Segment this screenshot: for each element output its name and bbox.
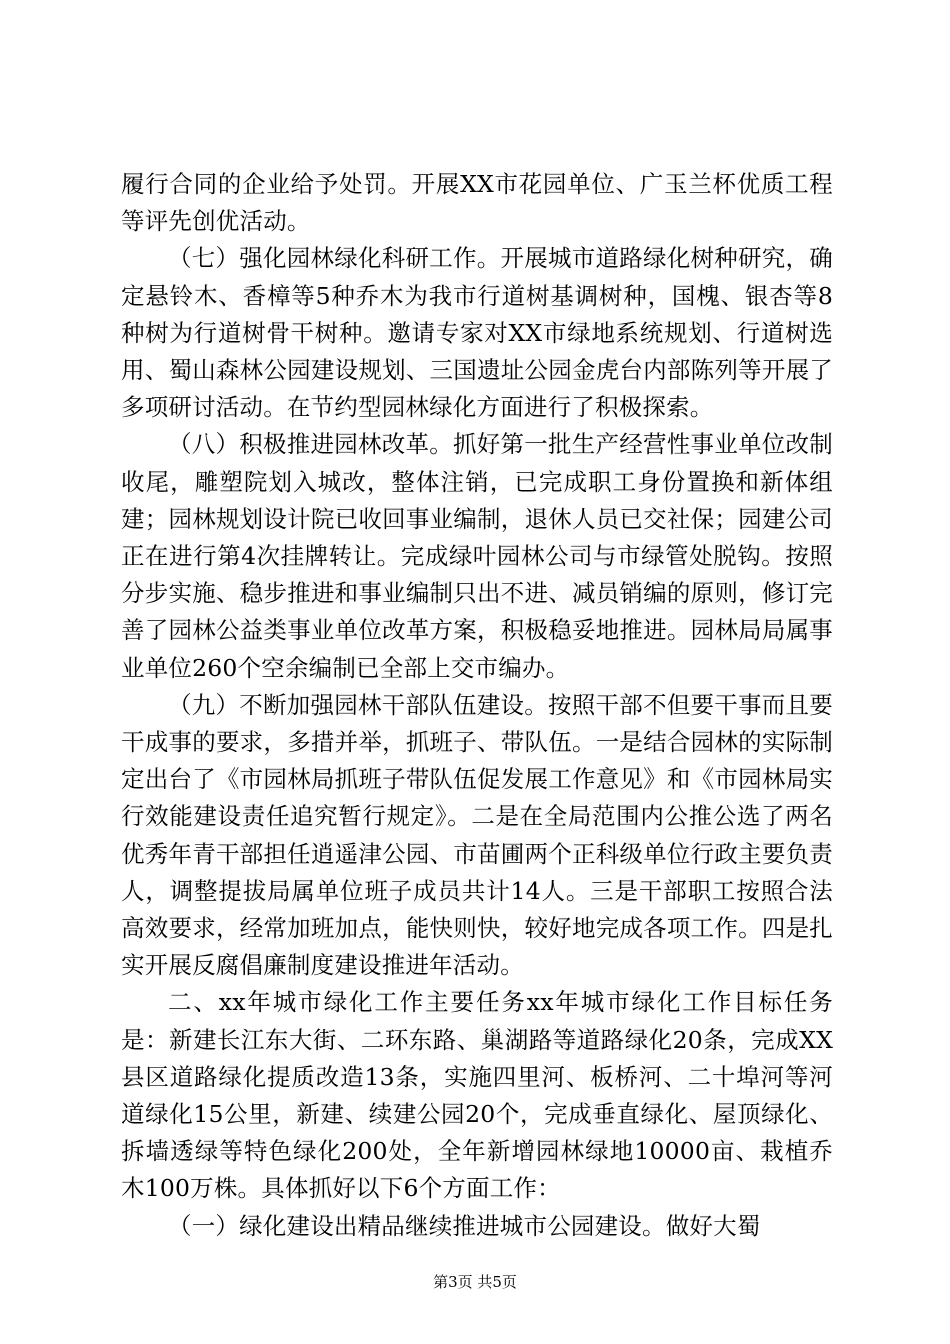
paragraph-section-eight: （八）积极推进园林改革。抓好第一批生产经营性事业单位改制收尾，雕塑院划入城改，整体注销，已完成职工身份置换和新体组建；园林规划设计院已收回事业编制，退休人员已交社保；园建公司正在进行第4次挂牌转让。完成绿叶园林公司与市绿管处脱钩。按照分步实施、稳步推进和事业编制只出不进、减员销编的原则，修订完善了园林公益类事业单位改革方案，积极稳妥地推进。园林局局属事业单位260个空余编制已全部上交市编办。 xyxy=(121,430,833,682)
paragraph-subsection-one: （一）绿化建设出精品继续推进城市公园建设。做好大蜀 xyxy=(168,1211,761,1240)
paragraph-section-nine: （九）不断加强园林干部队伍建设。按照干部不但要干事而且要干成事的要求，多措并举，抓班子、带队伍。一是结合园林的实际制定出台了《市园林局抓班子带队伍促发展工作意见》和《市园林局实行效能建设责任追究暂行规定》。二是在全局范围内公推公选了两名优秀年青干部担任逍遥津公园、市苗圃两个正科级单位行政主要负责人，调整提拔局属单位班子成员共计14人。三是干部职工按照合法高效要求，经常加班加点，能快则快，较好地完成各项工作。四是扎实开展反腐倡廉制度建设推进年活动。 xyxy=(121,690,833,980)
paragraph-section-two-heading: 二、xx年城市绿化工作主要任务xx年城市绿化工作目标任务是：新建长江东大街、二环东路、巢湖路等道路绿化20条，完成XX县区道路绿化提质改造13条，实施四里河、板桥河、二十埠河等河道绿化15公里，新建、续建公园20个，完成垂直绿化、屋顶绿化、拆墙透绿等特色绿化200处，全年新增园林绿地10000亩、栽植乔木100万株。具体抓好以下6个方面工作： xyxy=(121,988,833,1203)
page-number-footer: 第3页 共5页 xyxy=(433,1273,517,1291)
paragraph-continuation: 履行合同的企业给予处罚。开展XX市花园单位、广玉兰杯优质工程等评先创优活动。 xyxy=(121,170,833,236)
document-body xyxy=(121,166,833,1245)
paragraph-section-seven: （七）强化园林绿化科研工作。开展城市道路绿化树种研究，确定悬铃木、香樟等5种乔木为我市行道树基调树种，国槐、银杏等8种树为行道树骨干树种。邀请专家对XX市绿地系统规划、行道树选用、蜀山森林公园建设规划、三国遗址公园金虎台内部陈列等开展了多项研讨活动。在节约型园林绿化方面进行了积极探索。 xyxy=(121,244,833,422)
